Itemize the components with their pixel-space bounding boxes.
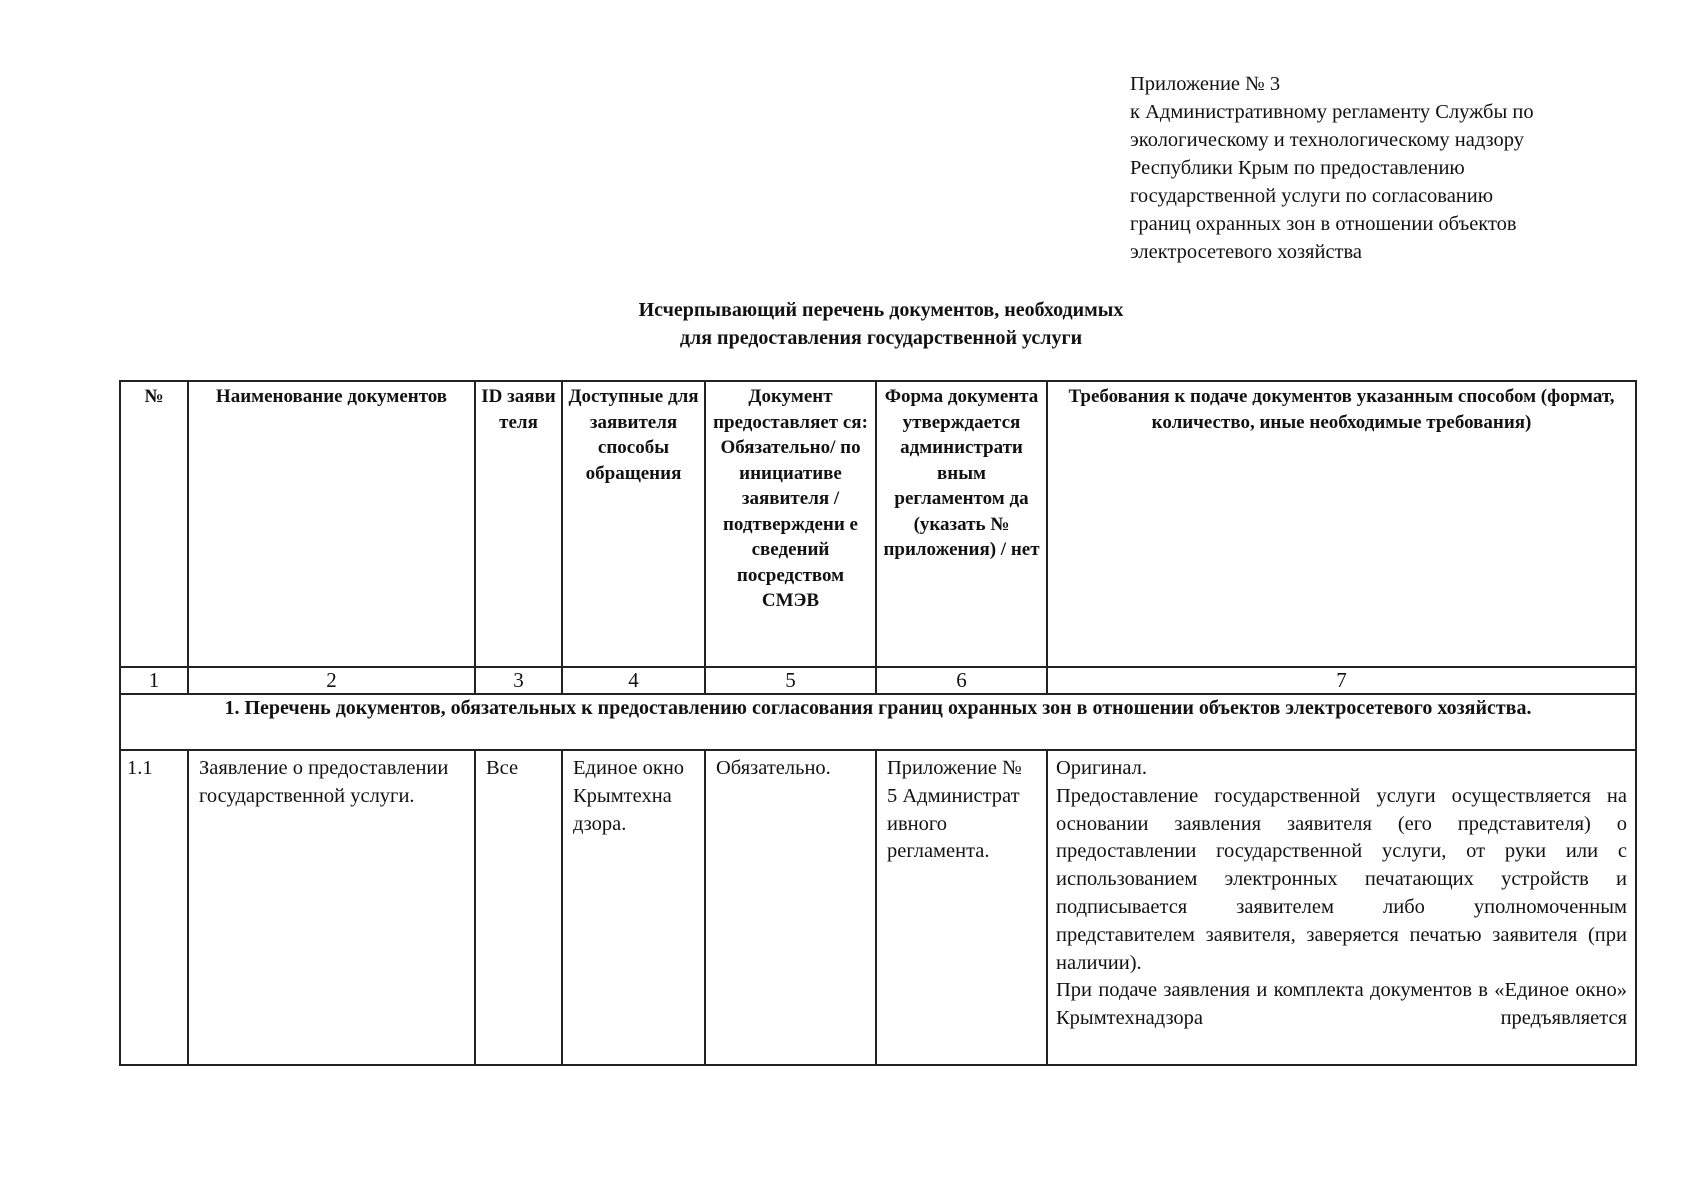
appendix-line: экологическому и технологическому надзору (1130, 129, 1524, 151)
row-number: 1.1 (120, 750, 188, 1065)
appendix-line: к Административному регламенту Службы по (1130, 101, 1534, 123)
table-header-row (120, 381, 1636, 667)
appendix-line: электросетевого хозяйства (1130, 241, 1363, 263)
header-cell-form: Форма документа утверждается администрати вным регламентом да (указать № приложения) / нет (876, 381, 1047, 667)
appendix-line: Приложение № 3 (1130, 73, 1281, 95)
document-title (0, 296, 1695, 352)
row-applicant-id: Все (475, 750, 562, 1065)
section-title: 1. Перечень документов, обязательных к предоставлению согласования границ охранных зон в отношении объектов электросетевого хозяйства. (120, 694, 1636, 750)
column-number: 7 (1047, 667, 1636, 694)
column-number: 1 (120, 667, 188, 694)
appendix-line: Республики Крым по предоставлению (1130, 157, 1465, 179)
appendix-line: государственной услуги по согласованию (1130, 185, 1494, 207)
header-cell-requirements: Требования к подаче документов указанным способом (формат, количество, иные необходимые требования) (1047, 381, 1636, 667)
column-number: 3 (475, 667, 562, 694)
title-line-1: Исчерпывающий перечень документов, необходимых (638, 299, 1124, 321)
column-number-row (120, 667, 1636, 694)
row-requirements (1047, 750, 1636, 1065)
row-form: Приложение № 5 Администрат ивного регламента. (876, 750, 1047, 1065)
documents-table (119, 380, 1637, 1066)
column-number: 6 (876, 667, 1047, 694)
row-method: Единое окно Крымтехна дзора. (562, 750, 705, 1065)
requirements-paragraph: Предоставление государственной услуги осуществляется на основании заявления заявителя (его представителя) о предоставлении государственной услуги, от руки или с использованием электронных печатающих устройств и подписывается заявителем либо уполномоченным представителем заявителя, заверяется печатью заявителя (при наличии). (1056, 784, 1627, 974)
column-number: 4 (562, 667, 705, 694)
appendix-line: границ охранных зон в отношении объектов (1130, 213, 1517, 235)
header-cell-method: Доступные для заявителя способы обращения (562, 381, 705, 667)
title-line-2: для предоставления государственной услуги (679, 327, 1083, 349)
table-row (120, 750, 1636, 1065)
header-cell-number: № (120, 381, 188, 667)
header-cell-provided: Документ предоставляет ся: Обязательно/ по инициативе заявителя /подтверждени е сведений посредством СМЭВ (705, 381, 876, 667)
column-number: 5 (705, 667, 876, 694)
header-cell-applicant-id: ID заяви теля (475, 381, 562, 667)
column-number: 2 (188, 667, 475, 694)
header-cell-name: Наименование документов (188, 381, 475, 667)
appendix-header (1130, 70, 1650, 266)
row-provided: Обязательно. (705, 750, 876, 1065)
requirements-paragraph: Оригинал. (1056, 757, 1148, 779)
section-row (120, 694, 1636, 750)
row-document-name: Заявление о предоставлении государственной услуги. (188, 750, 475, 1065)
requirements-paragraph: При подаче заявления и комплекта документов в «Единое окно» Крымтехнадзора предъявляется (1056, 979, 1627, 1030)
